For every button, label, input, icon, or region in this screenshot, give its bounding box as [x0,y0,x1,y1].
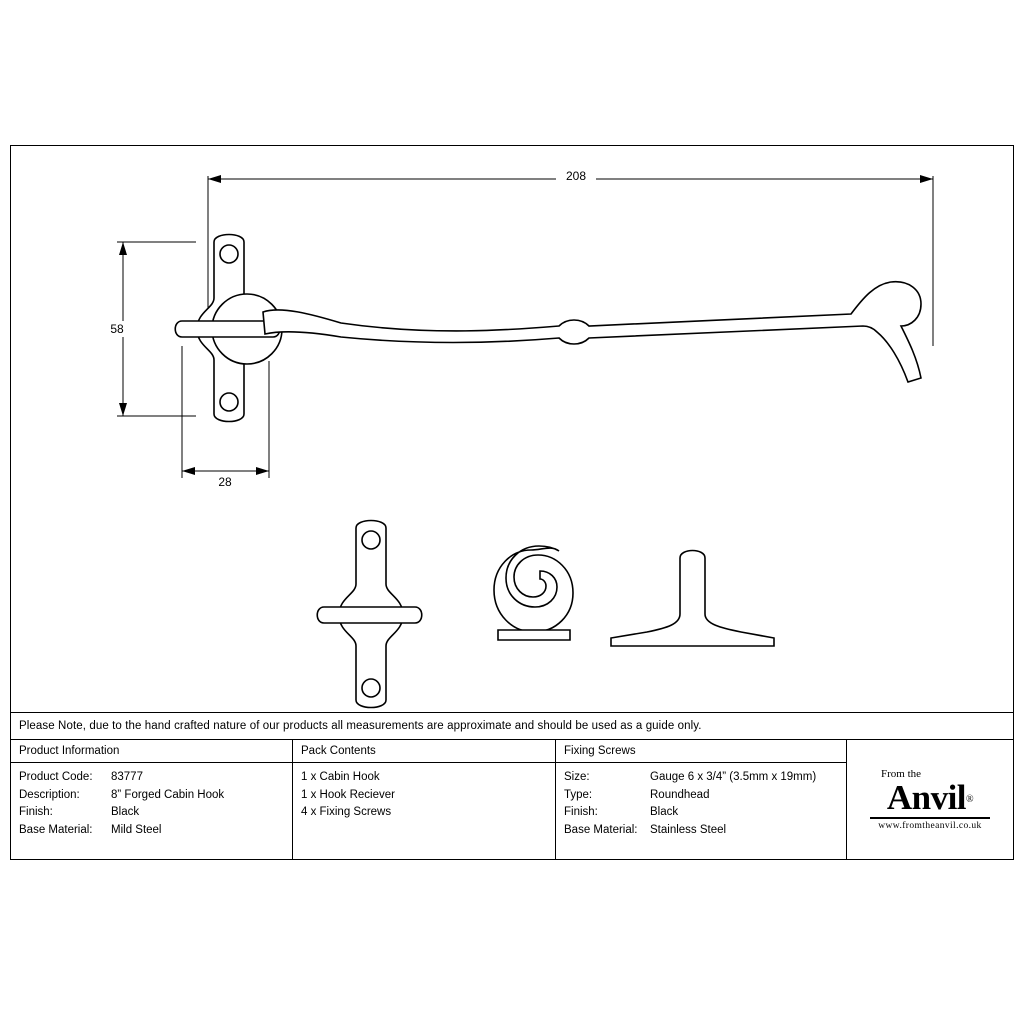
finish-value: Black [111,806,140,818]
product-information-title: Product Information [19,745,120,757]
logo-wordmark: Anvil [886,777,967,817]
technical-drawing [11,146,1013,712]
screw-size-label: Size: [564,771,590,783]
list-item: 4 x Fixing Screws [301,806,392,818]
screw-base-material-value: Stainless Steel [650,823,727,836]
screw-finish-label: Finish: [564,806,598,818]
screw-hole-front-bottom [362,679,380,697]
product-spec-sheet [10,145,1014,860]
logo-small-text: From the [881,767,922,780]
screw-hole-top [220,245,238,263]
product-code-label: Product Code: [19,771,93,783]
receiver-base [498,630,570,640]
screw-hole-front-top [362,531,380,549]
table-row [564,787,846,805]
dim-label-offset: 28 [218,475,232,489]
logo-divider [870,817,990,819]
note-text: Please Note, due to the hand crafted nature of our products all measurements are approximate and should be used as a guide only. [19,720,702,732]
fixing-screws-title: Fixing Screws [564,745,636,757]
registered-mark: ® [966,793,974,805]
measurement-note [11,712,1013,740]
table-row [19,769,292,787]
pack-contents-title: Pack Contents [301,745,376,757]
cabin-hook-assembly [175,235,921,422]
info-table [11,740,1013,859]
logo-main-text [886,777,974,817]
hook-shaft [263,282,921,382]
screw-hole-bottom [220,393,238,411]
brand-logo [847,740,1013,859]
pivot-bar-front [317,607,422,623]
description-value: 8” Forged Cabin Hook [111,788,225,801]
screw-finish-value: Black [650,806,679,818]
dim-label-height: 58 [110,322,124,336]
base-material-value: Mild Steel [111,823,162,836]
hook-receiver [494,546,573,640]
pack-contents-column [293,740,556,859]
screw-size-value: Gauge 6 x 3/4” (3.5mm x 19mm) [650,771,817,783]
list-item: 1 x Cabin Hook [301,771,380,783]
list-item: 1 x Hook Reciever [301,788,395,801]
backplate-front-view [317,521,422,708]
screw-base-material-label: Base Material: [564,823,638,836]
table-row [19,822,292,840]
table-row [564,804,846,822]
finish-label: Finish: [19,806,53,818]
base-material-label: Base Material: [19,823,93,836]
table-row [19,804,292,822]
drawing-svg [11,146,1013,712]
description-label: Description: [19,788,80,801]
screw-type-value: Roundhead [650,788,710,801]
table-row [564,769,846,787]
hook-receiver-side-view [611,551,774,647]
dim-label-length: 208 [565,169,587,183]
logo-url: www.fromtheanvil.co.uk [878,820,982,831]
screw-type-label: Type: [564,788,593,801]
table-row [19,787,292,805]
product-code-value: 83777 [111,771,143,783]
fixing-screws-column [556,740,847,859]
table-row [564,822,846,840]
product-information-column [11,740,293,859]
